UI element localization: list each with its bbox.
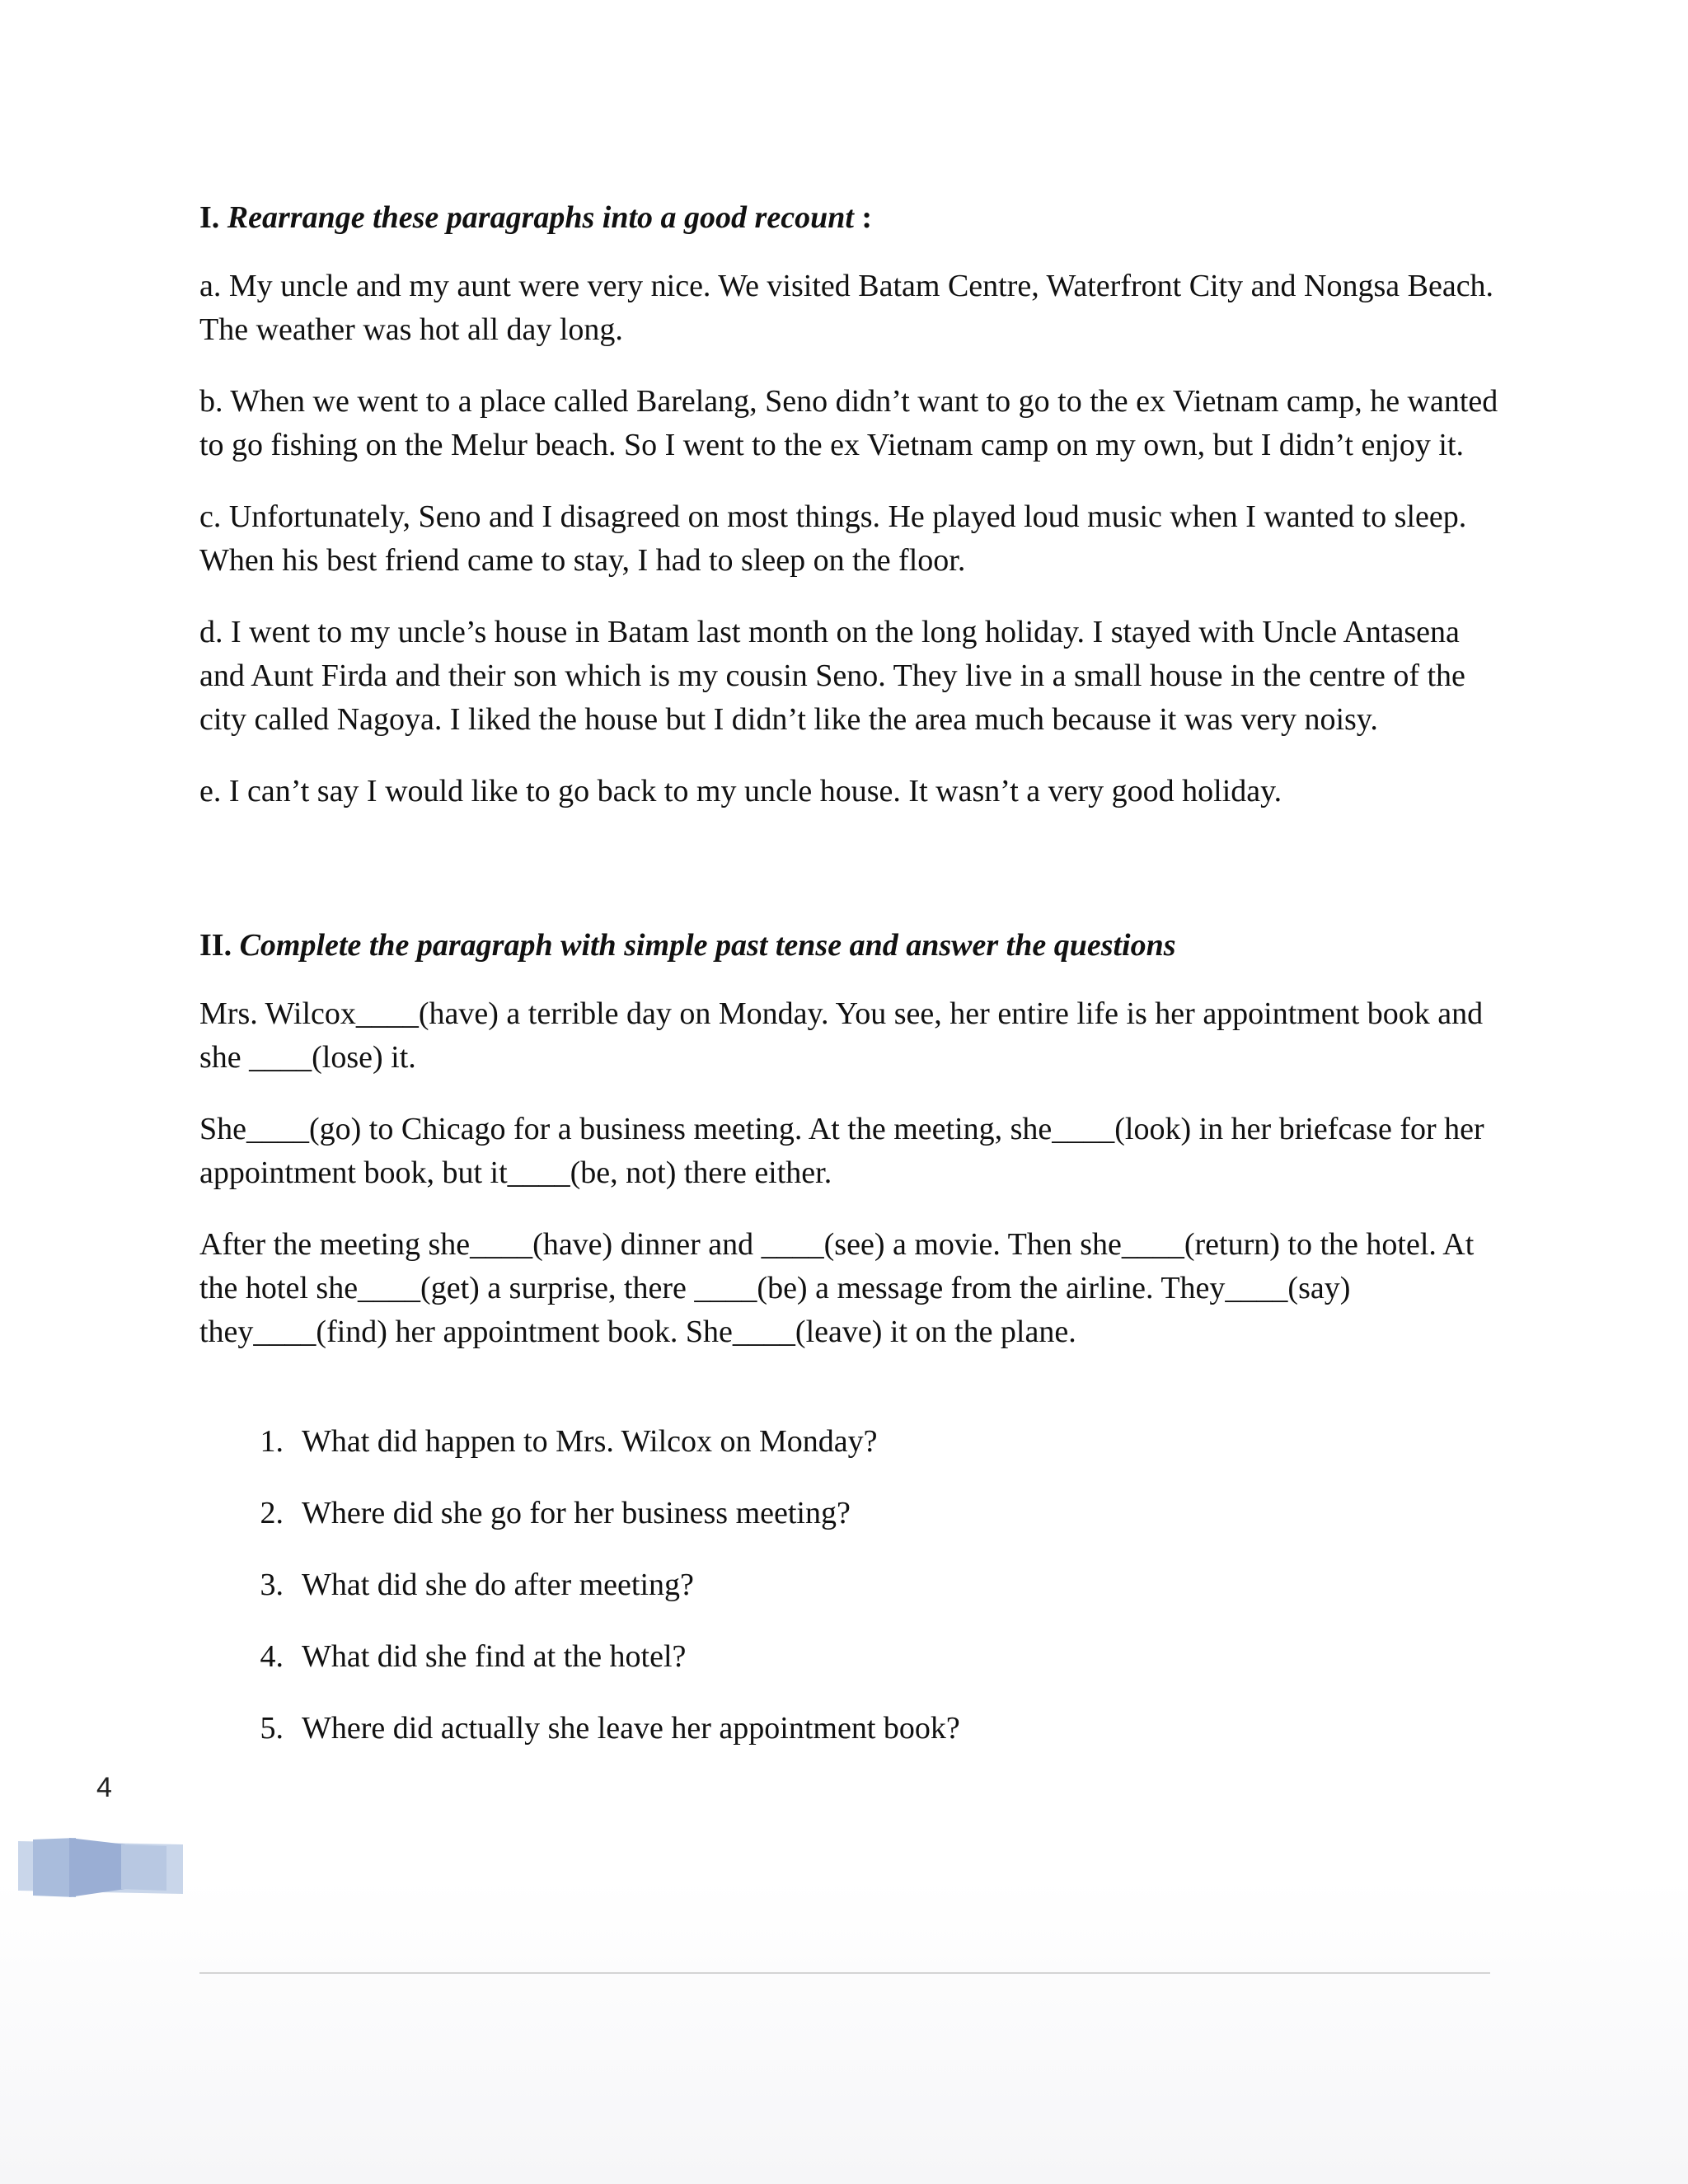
section-2-title: Complete the paragraph with simple past tense and answer the questions xyxy=(239,928,1176,963)
question-number: 5. xyxy=(260,1711,284,1746)
paragraph-e: e. I can’t say I would like to go back to my uncle house. It wasn’t a very good holiday. xyxy=(199,774,1282,808)
page-background-fade xyxy=(0,1879,1688,2184)
ribbon-middle-fold xyxy=(69,1838,125,1897)
question-number: 4. xyxy=(260,1639,284,1674)
question-text: What did happen to Mrs. Wilcox on Monday? xyxy=(302,1424,878,1459)
paragraph-d: d. I went to my uncle’s house in Batam last month on the long holiday. I stayed with Uncle Antasena and Aunt Firda and their son which is my cousin Seno. They live in a small house in the centre of the city called Nagoya. I liked the house but I didn’t like the area much because it was very noisy. xyxy=(199,615,1465,737)
fill-in-paragraph-3: After the meeting she____(have) dinner and ____(see) a movie. Then she____(return) to the hotel. At the hotel she____(get) a surprise, there ____(be) a message from the airline. They____(say) they____(find) her appointment book. She____(leave) it on the plane. xyxy=(199,1227,1475,1349)
worksheet-content xyxy=(199,196,1502,1779)
question-text: What did she do after meeting? xyxy=(302,1568,694,1602)
paragraph-b: b. When we went to a place called Barelang, Seno didn’t want to go to the ex Vietnam camp, he wanted to go fishing on the Melur beach. So I went to the ex Vietnam camp on my own, but I didn’t enjoy it. xyxy=(199,384,1498,462)
question-number: 3. xyxy=(260,1568,284,1602)
footer-divider xyxy=(199,1972,1490,1974)
question-number: 1. xyxy=(260,1424,284,1459)
ribbon-right-fold xyxy=(121,1844,166,1891)
question-text: Where did actually she leave her appointment book? xyxy=(302,1711,960,1746)
list-item xyxy=(199,1707,1502,1750)
question-text: Where did she go for her business meeting? xyxy=(302,1496,851,1530)
paragraph-a: a. My uncle and my aunt were very nice. We visited Batam Centre, Waterfront City and Nongsa Beach. The weather was hot all day long. xyxy=(199,269,1494,347)
list-item xyxy=(199,1492,1502,1535)
section-1-numeral: I. xyxy=(199,200,220,235)
page-ribbon-decoration xyxy=(18,1836,183,1902)
paragraph-c: c. Unfortunately, Seno and I disagreed on most things. He played loud music when I wanted to sleep. When his best friend came to stay, I had to sleep on the floor. xyxy=(199,499,1467,578)
fill-in-paragraph-1: Mrs. Wilcox____(have) a terrible day on Monday. You see, her entire life is her appointment book and she ____(lose) it. xyxy=(199,996,1484,1075)
list-item xyxy=(199,1635,1502,1679)
page-number: 4 xyxy=(96,1772,112,1803)
list-item xyxy=(199,1563,1502,1607)
question-list xyxy=(199,1420,1502,1750)
section-1-heading xyxy=(199,196,1502,240)
section-1-title: Rearrange these paragraphs into a good recount xyxy=(227,200,854,235)
question-number: 2. xyxy=(260,1496,284,1530)
section-2-numeral: II. xyxy=(199,928,232,963)
fill-in-paragraph-2: She____(go) to Chicago for a business meeting. At the meeting, she____(look) in her briefcase for her appointment book, but it____(be, not) there either. xyxy=(199,1112,1484,1190)
section-1-colon: : xyxy=(853,200,873,235)
section-spacer xyxy=(199,841,1502,924)
list-item xyxy=(199,1420,1502,1464)
section-2-heading xyxy=(199,924,1502,968)
question-text: What did she find at the hotel? xyxy=(302,1639,687,1674)
